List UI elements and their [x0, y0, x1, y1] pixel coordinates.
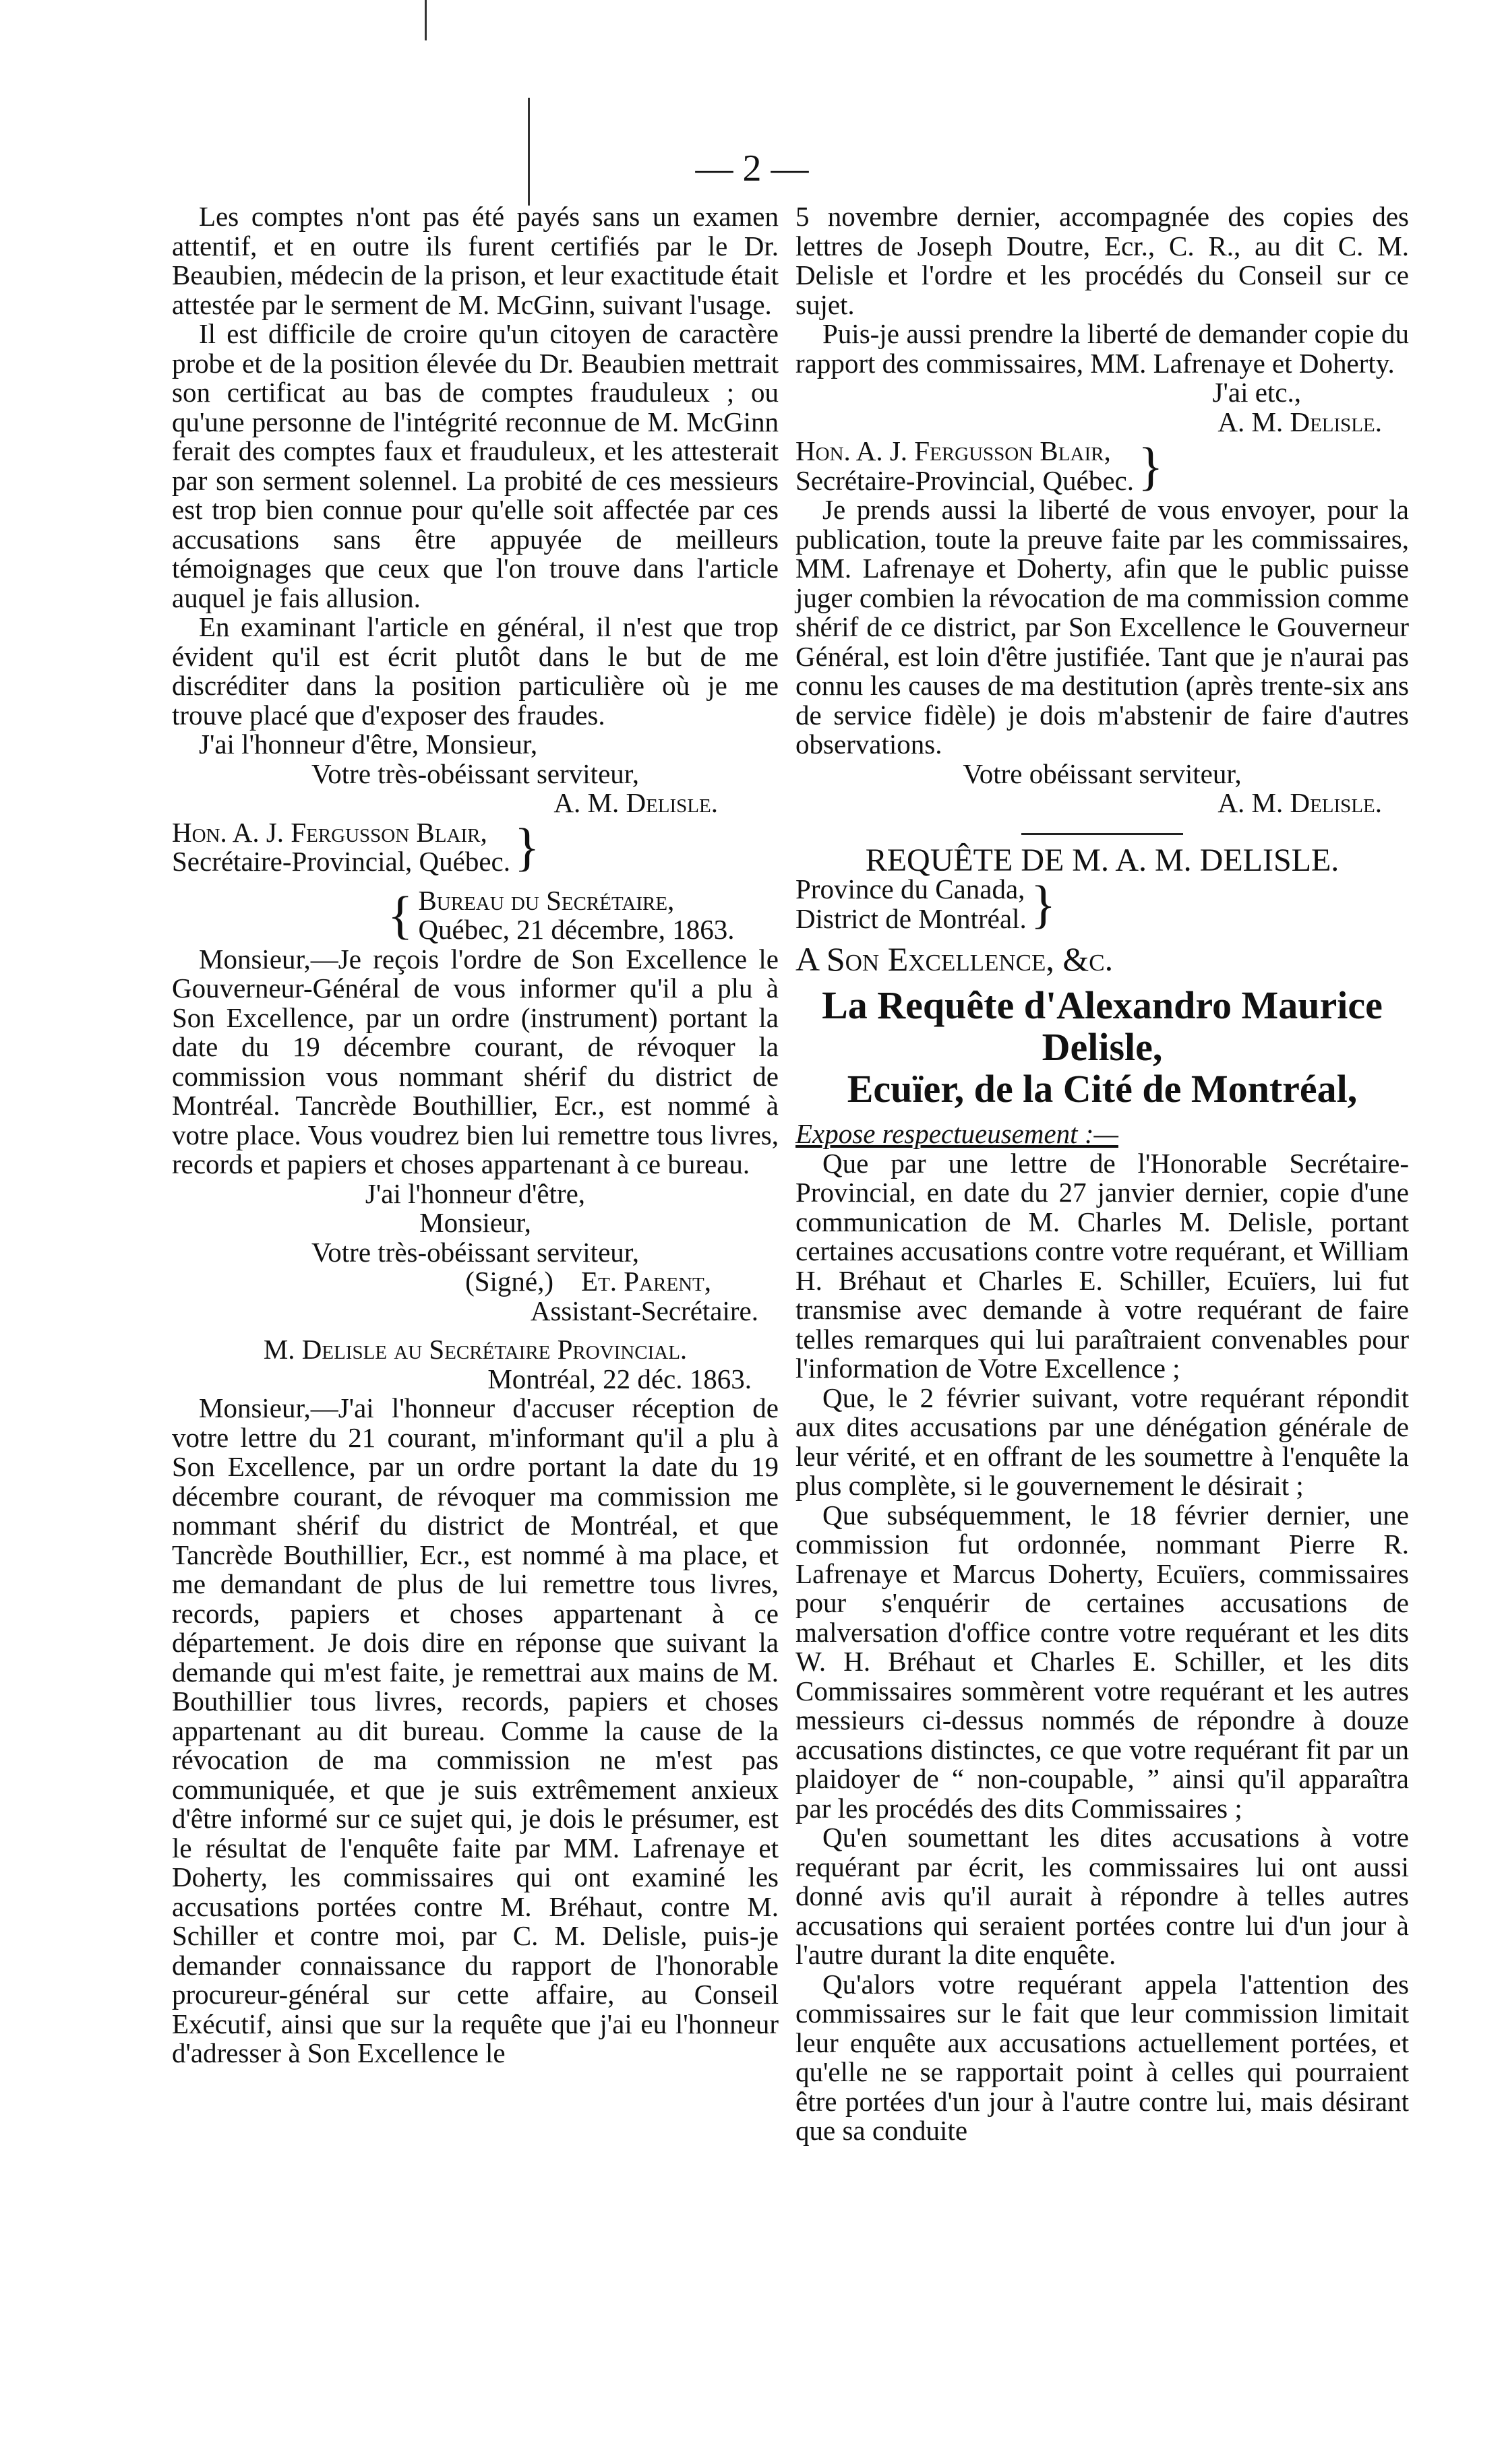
left-column [172, 202, 779, 2068]
paragraph: Que par une lettre de l'Honorable Secrétaire-Provincial, en date du 27 janvier dernier, copie d'une communication de M. Charles M. Delisle, portant certaines accusations contre votre requérant, et William H. Bréhaut et Charles E. Schiller, Ecuïers, lui fut transmise avec demande à votre requérant de faire telles remarques qui lui paraîtraient convenables pour l'information de Votre Excellence ; [795, 1147, 1409, 1384]
paragraph: Il est difficile de croire qu'un citoyen de caractère probe et de la position élevée du Dr. Beaubien mettrait son certificat au bas de comptes frauduleux ; ou qu'une personne de l'intégrité reconnue de M. McGinn ferait des comptes faux et frauduleux, et les attesterait par son serment solennel. La probité de ces messieurs est trop bien connue pour qu'elle soit affectée par ces accusations sans être appuyée de meilleurs témoignages que ceux que l'on trouve dans l'article auquel je fais allusion. [172, 318, 779, 613]
bureau-date: Québec, 21 décembre, 1863. [418, 914, 735, 945]
paragraph: Puis-je aussi prendre la liberté de demander copie du rapport des commissaires, MM. Lafrenaye et Doherty. [795, 318, 1409, 379]
paragraph: Que, le 2 février suivant, votre requérant répondit aux dites accusations par une dénégation générale de leur vérité, et en offrant de les soumettre à l'enquête la plus complète, si le gouvernement le désirait ; [795, 1382, 1409, 1501]
province-block [795, 875, 1409, 933]
paragraph: 5 novembre dernier, accompagnée des copies des lettres de Joseph Doutre, Ecr., C. R., au dit C. M. Delisle et l'ordre et les procédés du Conseil sur ce sujet. [795, 201, 1409, 320]
closing-line: Votre obéissant serviteur, [963, 758, 1242, 789]
paragraph: Je prends aussi la liberté de vous envoyer, pour la publication, toute la preuve faite par les commissaires, MM. Lafrenaye et Doherty, afin que le public puisse juger combien la révocation de ma commission comme shérif de ce district, par Son Excellence le Gouverneur Général, est loin d'être justifiée. Tant que je n'aurai pas connu les causes de ma destitution (après trente-six ans de service fidèle) je dois m'abstenir de faire d'autres observations. [795, 494, 1409, 760]
section-heading: REQUÊTE DE M. A. M. DELISLE. [865, 842, 1340, 878]
addressee-title: Secrétaire-Provincial, Québec. [795, 464, 1135, 496]
closing-line: Votre très-obéissant serviteur, [311, 1236, 640, 1268]
right-column [795, 202, 1409, 2146]
closing-line: J'ai etc., [1212, 377, 1301, 408]
closing-line: Monsieur, [419, 1207, 531, 1238]
district-line: District de Montréal. [795, 902, 1027, 934]
addressee-name: Hon. A. J. Fergusson Blair, [795, 435, 1111, 466]
brace-glyph: } [514, 818, 540, 876]
paragraph: Monsieur,—J'ai l'honneur d'accuser réception de votre lettre du 21 courant, m'informant qu'il a plu à Son Excellence, par un ordre portant la date du 19 décembre courant, de révoquer ma commission me nommant shérif du district de Montréal, et que Tancrède Bouthillier, Ecr., est nommé à ma place, et me demandant de plus de lui remettre tous livres, records, papiers et choses appartenant à ce département. Je dois dire en réponse que suivant la demande qui m'est faite, je remettrai aux mains de M. Bouthillier tous livres, records, papiers et choses appartenant au dit bureau. Comme la cause de la révocation de ma commission ne m'est pas communiquée, et que je suis extrêmement anxieux d'être informé sur ce sujet qui, je dois le présumer, est le résultat de l'enquête faite par MM. Lafrenaye et Doherty, les commissaires qui ont examiné les accusations portées contre M. Bréhaut, contre M. Schiller et contre moi, par C. M. Delisle, puis-je demander connaissance du rapport de l'honorable procureur-général sur cette affaire, au Conseil Exécutif, ainsi que sur la requête que j'ai eu l'honneur d'adresser à Son Excellence le [172, 1392, 779, 2068]
paragraph: Monsieur,—Je reçois l'ordre de Son Excellence le Gouverneur-Général de vous informer qu'il a plu à Son Excellence, par un ordre (instrument) portant la date du 19 décembre courant, de révoquer la commission vous nommant shérif du district de Montréal. Tancrède Bouthillier, Ecr., est nommé à votre place. Vous voudrez bien lui remettre tous livres, records et papiers et choses appartenant à ce bureau. [172, 943, 779, 1179]
dateline: Montréal, 22 déc. 1863. [487, 1363, 752, 1394]
closing-line: Votre très-obéissant serviteur, [311, 758, 640, 789]
section-heading: M. Delisle au Secrétaire Provincial. [263, 1334, 688, 1365]
bureau-block [388, 886, 779, 945]
closing-line: J'ai l'honneur d'être, [365, 1177, 586, 1209]
page-number: — 2 — [695, 148, 809, 189]
bureau-name: Bureau du Secrétaire, [418, 884, 675, 916]
paragraph: En examinant l'article en général, il n'est que trop évident qu'il est écrit plutôt dans le but de me discréditer dans la position particulière où je me trouve placé que d'exposer des fraudes. [172, 611, 779, 731]
addressee-block [172, 818, 779, 877]
signature-name: Et. Parent, [581, 1266, 711, 1297]
province-line: Province du Canada, [795, 873, 1025, 904]
brace-glyph: { [388, 886, 413, 944]
paragraph: Que subséquemment, le 18 février dernier, une commission fut ordonnée, nommant Pierre R. Lafrenaye et Marcus Doherty, Ecuïers, commissaires pour s'enquérir de certaines accusations de malversation d'office contre votre requérant et les dits W. H. Bréhaut et Charles E. Schiller, et les dits Commissaires sommèrent votre requérant et les autres messieurs ci-dessus nommés de répondre à douze accusations distinctes, ce que votre requérant fit par un plaidoyer de “ non-coupable, ” ainsi qu'il apparaîtra par les procédés des dits Commissaires ; [795, 1499, 1409, 1824]
signature-label: (Signé,) [465, 1266, 554, 1297]
expose-line: Expose respectueusement :— [795, 1118, 1118, 1149]
closing-line: J'ai l'honneur d'être, Monsieur, [199, 729, 538, 760]
petition-title: La Requête d'Alexandro Maurice Delisle, [822, 983, 1383, 1069]
paragraph: Les comptes n'ont pas été payés sans un examen attentif, et en outre ils furent certifiés par le Dr. Beaubien, médecin de la prison, et leur exactitude était attestée par le serment de M. McGinn, suivant l'usage. [172, 201, 779, 320]
signature-title: Assistant-Secrétaire. [530, 1295, 758, 1326]
addressee-title: Secrétaire-Provincial, Québec. [172, 846, 511, 877]
brace-glyph: } [1030, 874, 1056, 933]
signature: A. M. Delisle. [1217, 406, 1382, 437]
addressee-block [795, 437, 1409, 495]
signature: A. M. Delisle. [1217, 787, 1382, 818]
petition-subtitle: Ecuïer, de la Cité de Montréal, [847, 1067, 1358, 1111]
divider [1021, 833, 1183, 835]
addressee-name: Hon. A. J. Fergusson Blair, [172, 816, 487, 848]
paragraph: Qu'en soumettant les dites accusations à votre requérant par écrit, les commissaires lui ont aussi donné avis qu'il aurait à répondre à telles autres accusations qui seraient portées contre lui d'un jour à l'autre durant la dite enquête. [795, 1822, 1409, 1970]
brace-glyph: } [1138, 436, 1164, 495]
signature [172, 1267, 779, 1297]
paragraph: Qu'alors votre requérant appela l'attention des commissaires sur le fait que leur commission limitait leur enquête aux accusations actuellement portées, et qu'elle ne se rapportait point à celles qui pourraient être portées d'un jour à l'autre contre lui, mais désirant que sa conduite [795, 1968, 1409, 2146]
address-line: A Son Excellence, &c. [795, 940, 1114, 978]
signature: A. M. Delisle. [553, 787, 718, 818]
scan-mark [425, 0, 427, 40]
